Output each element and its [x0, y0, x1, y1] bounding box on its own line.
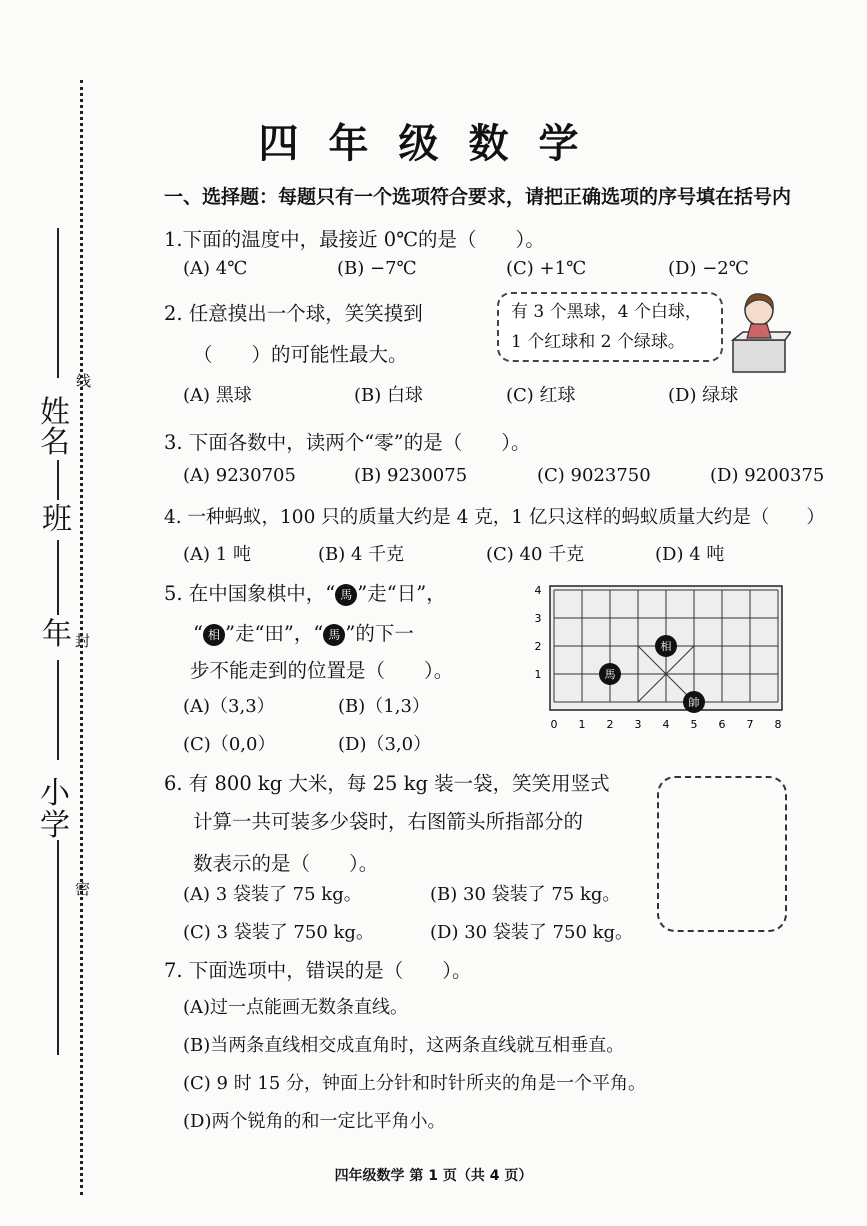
q5-text-1a: 5. 在中国象棋中，“ — [164, 582, 336, 605]
y-tick-label: 3 — [534, 612, 542, 625]
x-tick-label: 5 — [690, 718, 698, 730]
page-title: 四年级数学 — [258, 120, 609, 167]
q3-option-c: (C) 9023750 — [537, 465, 651, 486]
q5-text-2b: ”走“田”，“ — [224, 622, 324, 645]
x-tick-label: 6 — [718, 718, 726, 730]
question-7-stem: 7. 下面选项中，错误的是（ ）。 — [164, 959, 472, 982]
q5-text-2c: ”的下一 — [345, 622, 414, 645]
seal-label-line: 线 — [76, 372, 92, 390]
grade-blank-line — [57, 660, 59, 760]
x-tick-label: 4 — [662, 718, 670, 730]
question-1-stem: 1.下面的温度中，最接近 0℃的是（ ）。 — [164, 228, 545, 251]
q3-option-b: (B) 9230075 — [354, 465, 468, 486]
speech-bubble — [497, 292, 723, 362]
q5-option-c: (C)（0,0） — [183, 734, 276, 755]
x-tick-label: 1 — [578, 718, 586, 730]
school-label: 小学 — [40, 776, 70, 843]
question-4-stem: 4. 一种蚂蚁，100 只的质量大约是 4 克，1 亿只这样的蚂蚁质量大约是（ ） — [164, 507, 825, 528]
board-horse-piece-label: 馬 — [604, 668, 616, 681]
name-blank-line — [57, 228, 59, 378]
x-tick-label: 2 — [606, 718, 614, 730]
q7-option-d: (D)两个锐角的和一定比平角小。 — [183, 1111, 446, 1132]
q4-option-d: (D) 4 吨 — [655, 544, 725, 565]
q1-option-a: (A) 4℃ — [183, 258, 248, 279]
question-2-stem-line1: 2. 任意摸出一个球，笑笑摸到 — [164, 302, 423, 325]
question-6-line2: 计算一共可装多少袋时，右图箭头所指部分的 — [193, 810, 584, 833]
q6-option-c: (C) 3 袋装了 750 kg。 — [183, 922, 374, 943]
chess-board-grid — [528, 580, 790, 730]
q6-option-b: (B) 30 袋装了 75 kg。 — [430, 884, 621, 905]
q5-text-1b: ”走“日”， — [357, 582, 446, 605]
q7-option-c: (C) 9 时 15 分，钟面上分针和时针所夹的角是一个平角。 — [183, 1073, 647, 1094]
x-tick-label: 3 — [634, 718, 642, 730]
q7-option-a: (A)过一点能画无数条直线。 — [183, 997, 409, 1018]
section-heading: 一、选择题：每题只有一个选项符合要求，请把正确选项的序号填在括号内 — [164, 186, 792, 208]
question-2-stem-line2: （ ）的可能性最大。 — [193, 343, 408, 366]
question-6-line1: 6. 有 800 kg 大米，每 25 kg 装一袋，笑笑用竖式 — [164, 772, 610, 795]
elephant-piece-icon: 相 — [203, 624, 225, 646]
question-5-line1 — [164, 578, 446, 606]
grade-label: 年 — [42, 617, 72, 652]
horse-piece-icon-2: 馬 — [323, 624, 345, 646]
x-tick-label: 7 — [746, 718, 754, 730]
question-3-stem: 3. 下面各数中，读两个“零”的是（ ）。 — [164, 431, 531, 454]
q5-option-d: (D)（3,0） — [338, 734, 432, 755]
y-tick-label: 1 — [534, 668, 542, 681]
page-footer: 四年级数学 第 1 页（共 4 页） — [334, 1168, 533, 1184]
horse-piece-icon: 馬 — [335, 584, 357, 606]
q5-option-b: (B)（1,3） — [338, 696, 430, 717]
q4-option-c: (C) 40 千克 — [486, 544, 585, 565]
q5-option-a: (A)（3,3） — [183, 696, 275, 717]
figure-box — [657, 776, 787, 932]
q2-option-b: (B) 白球 — [354, 385, 423, 406]
q5-text-2a: “ — [193, 622, 203, 645]
girl-illustration — [725, 288, 791, 374]
q3-option-a: (A) 9230705 — [183, 465, 296, 486]
bubble-line-2: 1 个红球和 2 个绿球。 — [511, 332, 685, 352]
class-blank-line-top — [57, 460, 59, 500]
q6-option-a: (A) 3 袋装了 75 kg。 — [183, 884, 362, 905]
q2-option-a: (A) 黑球 — [183, 385, 252, 406]
question-6-line3: 数表示的是（ ）。 — [193, 852, 379, 875]
q2-option-d: (D) 绿球 — [668, 385, 739, 406]
q2-option-c: (C) 红球 — [506, 385, 576, 406]
y-tick-label: 2 — [534, 640, 542, 653]
q3-option-d: (D) 9200375 — [710, 465, 825, 486]
q1-option-d: (D) −2℃ — [668, 258, 749, 279]
y-tick-label: 4 — [534, 584, 542, 597]
class-blank-line — [57, 540, 59, 615]
x-tick-label: 8 — [774, 718, 782, 730]
q1-option-c: (C) +1℃ — [506, 258, 587, 279]
q4-option-a: (A) 1 吨 — [183, 544, 251, 565]
q4-option-b: (B) 4 千克 — [318, 544, 405, 565]
seal-label-secret: 密 — [75, 880, 91, 898]
x-tick-label: 0 — [550, 718, 558, 730]
class-label: 班 — [42, 502, 72, 537]
board-elephant-piece-label: 相 — [660, 640, 672, 653]
q7-option-b: (B)当两条直线相交成直角时，这两条直线就互相垂直。 — [183, 1035, 625, 1056]
board-king-piece-label: 帥 — [688, 696, 700, 709]
question-5-line2 — [193, 618, 414, 646]
name-label: 姓名 — [40, 395, 70, 460]
q1-option-b: (B) −7℃ — [337, 258, 417, 279]
q6-option-d: (D) 30 袋装了 750 kg。 — [430, 922, 634, 943]
question-5-line3: 步不能走到的位置是（ ）。 — [190, 659, 454, 682]
seal-label-seal: 封 — [75, 632, 91, 650]
bubble-line-1: 有 3 个黑球，4 个白球， — [511, 302, 702, 322]
school-blank-line — [57, 840, 59, 1055]
